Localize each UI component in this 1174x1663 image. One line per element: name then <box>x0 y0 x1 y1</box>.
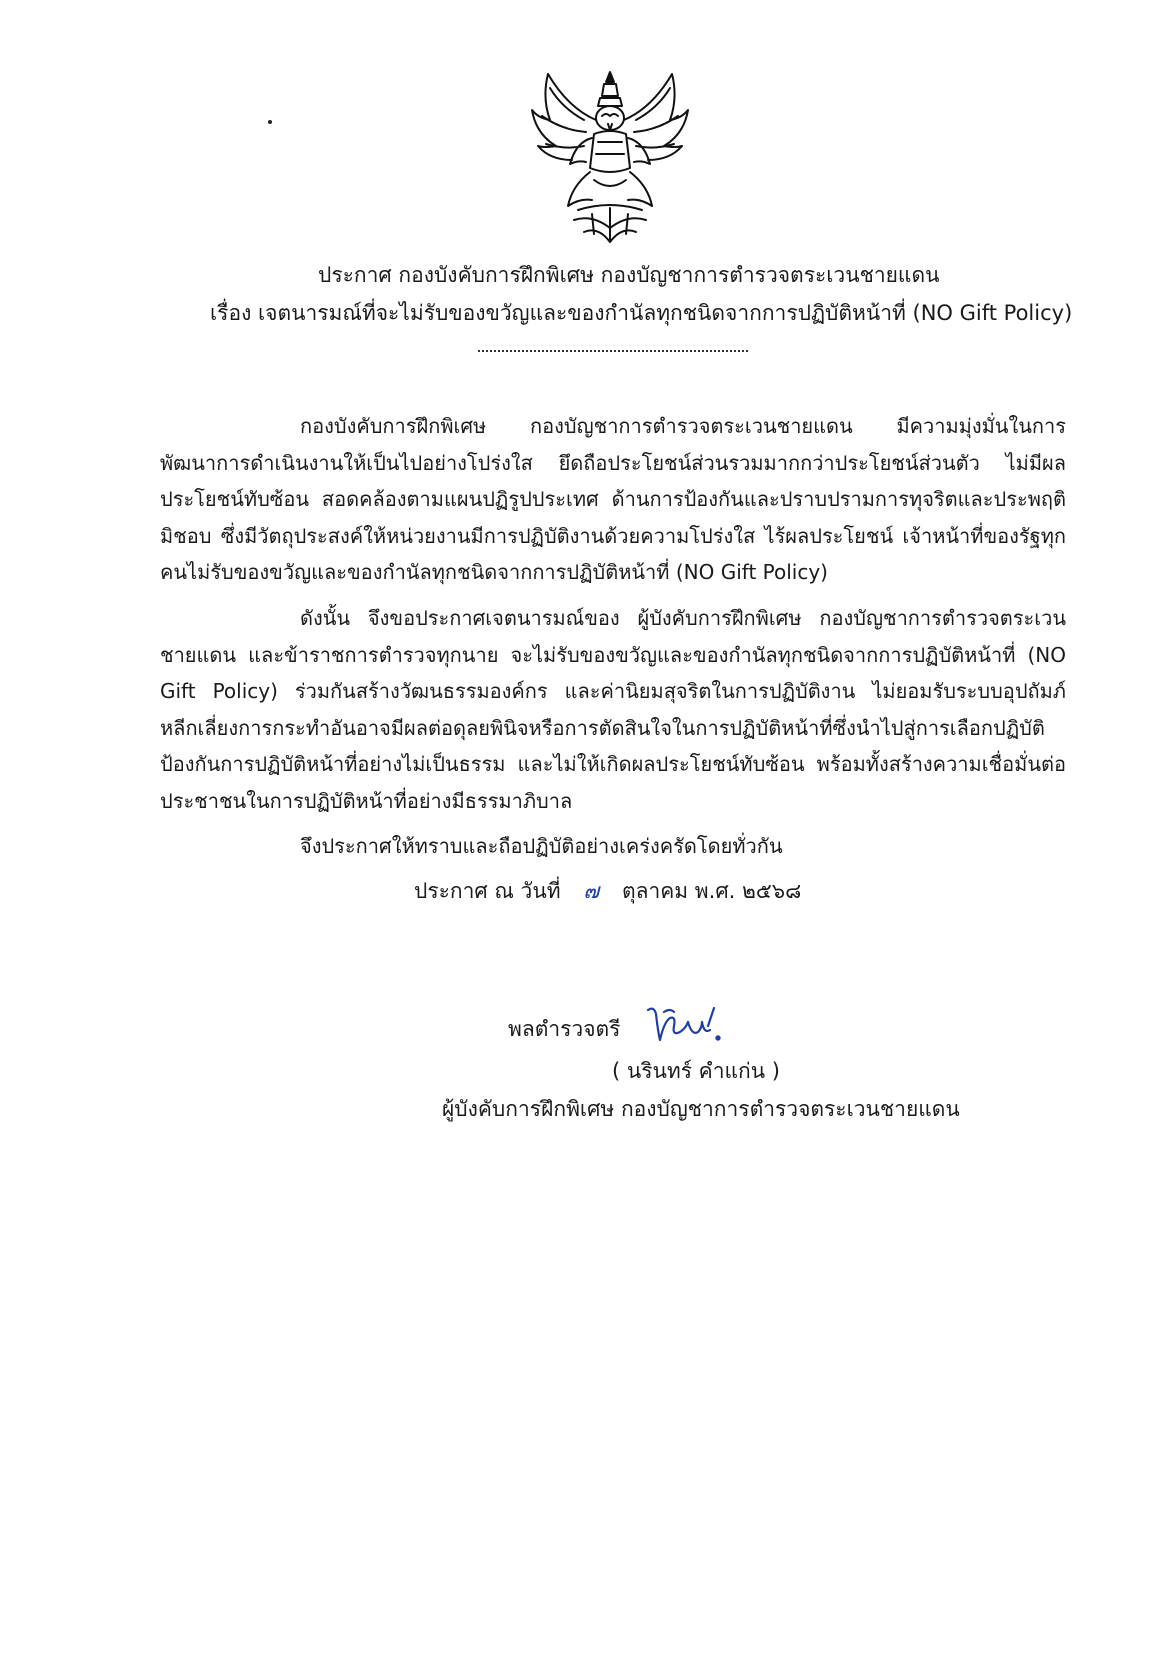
signatory-name: ( นรินทร์ คำแก่น ) <box>612 1059 780 1083</box>
date-month-year: ตุลาคม พ.ศ. ๒๕๖๘ <box>621 879 802 903</box>
date-prefix: ประกาศ ณ วันที่ <box>414 879 561 903</box>
scan-speck <box>268 120 272 124</box>
garuda-emblem-icon <box>528 68 692 246</box>
date-day: ๗ <box>583 879 600 903</box>
body-paragraph-3: จึงประกาศให้ทราบและถือปฏิบัติอย่างเคร่งครัดโดยทั่วกัน <box>300 834 783 858</box>
body-paragraph-1: กองบังคับการฝึกพิเศษ กองบัญชาการตำรวจตระเวนชายแดน มีความมุ่งมั่นในการพัฒนาการดำเนินงานให้เป็นไปอย่างโปร่งใส ยึดถือประโยชน์ส่วนรวมมากกว่าประโยชน์ส่วนตัว ไม่มีผลประโยชน์ทับซ้อน สอดคล้องตามแผนปฏิรูปประเทศ ด้านการป้องกันและปราบปรามการทุจริตและประพฤติมิชอบ ซึ่งมีวัตถุประสงค์ให้หน่วยงานมีการปฏิบัติงานด้วยความโปร่งใส ไร้ผลประโยชน์ เจ้าหน้าที่ของรัฐทุกคนไม่รับของขวัญและของกำนัลทุกชนิดจากการปฏิบัติหน้าที่ (NO Gift Policy) <box>160 414 1066 584</box>
announcement-date <box>414 876 801 906</box>
dotted-separator <box>478 340 748 352</box>
handwritten-signature-icon <box>644 1002 724 1046</box>
announcement-subject: เรื่อง เจตนารมณ์ที่จะไม่รับของขวัญและของกำนัลทุกชนิดจากการปฏิบัติหน้าที่ (NO Gift Policy) <box>210 301 1073 325</box>
body-paragraph-2: ดังนั้น จึงขอประกาศเจตนารมณ์ของ ผู้บังคับการฝึกพิเศษ กองบัญชาการตำรวจตระเวนชายแดน และข้าราชการตำรวจทุกนาย จะไม่รับของขวัญและของกำนัลทุกชนิดจากการปฏิบัติหน้าที่ (NO Gift Policy) ร่วมกันสร้างวัฒนธรรมองค์กร และค่านิยมสุจริตในการปฏิบัติงาน ไม่ยอมรับระบบอุปถัมภ์ หลีกเลี่ยงการกระทำอันอาจมีผลต่อดุลยพินิจหรือการตัดสินใจในการปฏิบัติหน้าที่ซึ่งนำไปสู่การเลือกปฏิบัติ ป้องกันการปฏิบัติหน้าที่อย่างไม่เป็นธรรม และไม่ให้เกิดผลประโยชน์ทับซ้อน พร้อมทั้งสร้างความเชื่อมั่นต่อประชาชนในการปฏิบัติหน้าที่อย่างมีธรรมาภิบาล <box>160 606 1066 813</box>
signatory-rank: พลตำรวจตรี <box>508 1017 621 1041</box>
signatory-position: ผู้บังคับการฝึกพิเศษ กองบัญชาการตำรวจตระเวนชายแดน <box>442 1097 960 1121</box>
announcement-title: ประกาศ กองบังคับการฝึกพิเศษ กองบัญชาการตำรวจตระเวนชายแดน <box>318 263 940 287</box>
